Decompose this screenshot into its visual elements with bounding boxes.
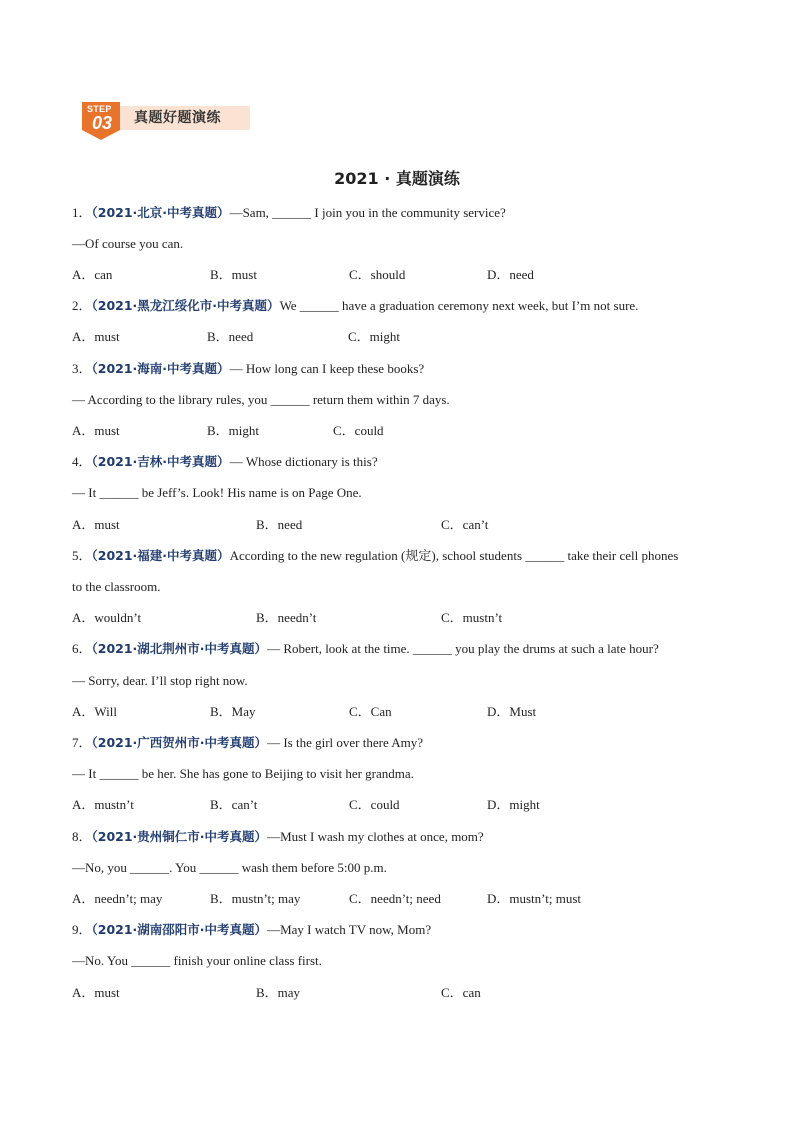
step-label: STEP <box>87 104 112 114</box>
option-b: B．can’t <box>210 797 258 812</box>
step-banner <box>78 100 250 144</box>
question-number: 5． <box>72 548 92 563</box>
option-b: B．need <box>256 517 303 532</box>
option-b: B．may <box>256 985 301 1000</box>
question-text: — Whose dictionary is this? <box>229 454 378 469</box>
question-text: According to the new regulation (规定), school students ______ take their cell phones <box>229 548 679 563</box>
question-8-line2: —No, you ______. You ______ wash them before 5:00 p.m. <box>72 860 387 875</box>
option-c: C．can <box>441 985 481 1000</box>
question-text: — How long can I keep these books? <box>229 361 425 376</box>
question-source: （2021·海南·中考真题） <box>91 361 230 376</box>
option-d: D．Must <box>487 704 537 719</box>
option-b: B．mustn’t; may <box>210 891 301 906</box>
question-source: （2021·黑龙江绥化市·中考真题） <box>91 298 280 313</box>
question-text: —Sam, ______ I join you in the community service? <box>229 205 506 220</box>
question-6-line2: — Sorry, dear. I’ll stop right now. <box>72 673 248 688</box>
question-text: —Must I wash my clothes at once, mom? <box>267 829 484 844</box>
option-c: C．should <box>349 267 406 282</box>
option-a: A．can <box>72 267 113 282</box>
question-5 <box>72 548 678 564</box>
question-source: （2021·吉林·中考真题） <box>91 454 230 469</box>
question-text: — Robert, look at the time. ______ you play the drums at such a late hour? <box>267 641 659 656</box>
question-source: （2021·贵州铜仁市·中考真题） <box>91 829 268 844</box>
option-d: D．need <box>487 267 534 282</box>
question-1-line2: —Of course you can. <box>72 236 184 251</box>
question-source: （2021·北京·中考真题） <box>91 205 230 220</box>
option-a: A．Will <box>72 704 117 719</box>
option-a: A．must <box>72 329 120 344</box>
question-source: （2021·福建·中考真题） <box>91 548 230 563</box>
option-c: C．could <box>333 423 384 438</box>
question-number: 8． <box>72 829 92 844</box>
question-2 <box>72 298 638 314</box>
option-d: D．might <box>487 797 540 812</box>
question-4 <box>72 454 378 470</box>
question-number: 7． <box>72 735 92 750</box>
question-text: —May I watch TV now, Mom? <box>267 922 432 937</box>
question-number: 4． <box>72 454 92 469</box>
option-b: B．needn’t <box>256 610 317 625</box>
question-source: （2021·湖北荆州市·中考真题） <box>91 641 268 656</box>
banner-title: 真题好题演练 <box>134 110 221 126</box>
question-5-line2: to the classroom. <box>72 579 161 594</box>
option-a: A．wouldn’t <box>72 610 142 625</box>
question-9-line2: —No. You ______ finish your online class first. <box>72 953 322 968</box>
option-b: B．need <box>207 329 254 344</box>
question-6 <box>72 641 659 657</box>
question-source: （2021·湖南邵阳市·中考真题） <box>91 922 268 937</box>
option-d: D．mustn’t; must <box>487 891 582 906</box>
option-b: B．May <box>210 704 256 719</box>
question-text: We ______ have a graduation ceremony next week, but I’m not sure. <box>279 298 639 313</box>
option-a: A．must <box>72 423 120 438</box>
question-1 <box>72 205 506 221</box>
option-c: C．can’t <box>441 517 489 532</box>
question-7 <box>72 735 423 751</box>
option-a: A．must <box>72 985 120 1000</box>
section-title: 2021 · 真题演练 <box>334 169 460 188</box>
question-3 <box>72 361 424 377</box>
step-number: 03 <box>92 113 113 133</box>
option-c: C．could <box>349 797 400 812</box>
option-c: C．Can <box>349 704 392 719</box>
option-c: C．mustn’t <box>441 610 503 625</box>
question-4-line2: — It ______ be Jeff’s. Look! His name is on Page One. <box>72 485 362 500</box>
question-3-line2: — According to the library rules, you ______ return them within 7 days. <box>72 392 450 407</box>
option-c: C．needn’t; need <box>349 891 441 906</box>
option-c: C．might <box>348 329 401 344</box>
question-9 <box>72 922 431 938</box>
question-number: 9． <box>72 922 92 937</box>
question-7-line2: — It ______ be her. She has gone to Beijing to visit her grandma. <box>72 766 414 781</box>
question-8 <box>72 829 484 845</box>
question-source: （2021·广西贺州市·中考真题） <box>91 735 268 750</box>
option-a: A．needn’t; may <box>72 891 163 906</box>
question-number: 6． <box>72 641 92 656</box>
question-number: 1． <box>72 205 92 220</box>
option-b: B．might <box>207 423 260 438</box>
question-number: 3． <box>72 361 92 376</box>
question-text: — Is the girl over there Amy? <box>267 735 424 750</box>
option-a: A．must <box>72 517 120 532</box>
question-number: 2． <box>72 298 92 313</box>
option-b: B．must <box>210 267 257 282</box>
option-a: A．mustn’t <box>72 797 134 812</box>
